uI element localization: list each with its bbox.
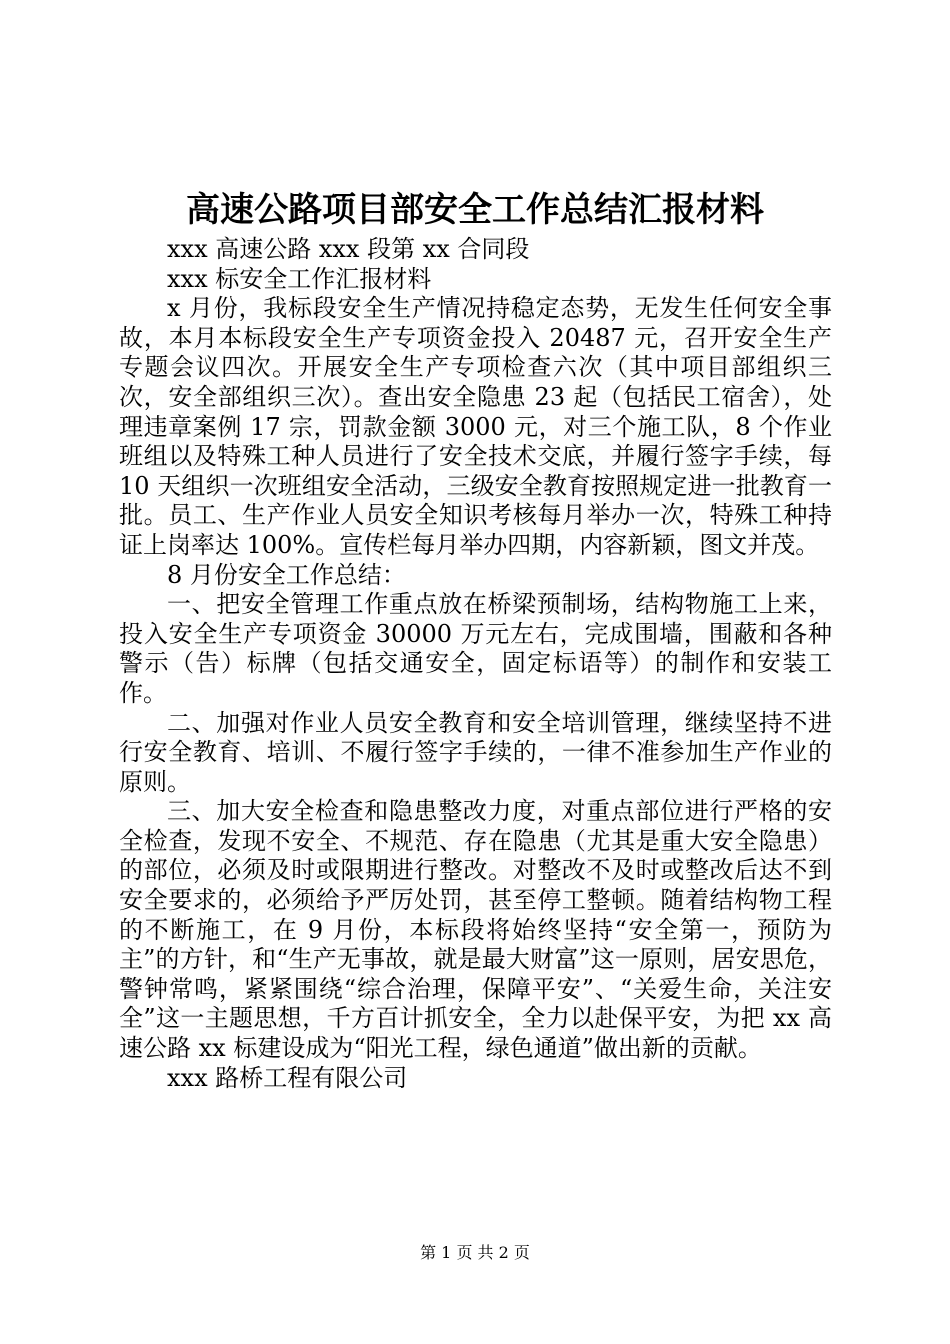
item-three-paragraph: 三、加大安全检查和隐患整改力度，对重点部位进行严格的安全检查，发现不安全、不规范、存在隐患（尤其是重大安全隐患）的部位，必须及时或限期进行整改。对整改不及时或整改后达不到安全要求的，必须给予严厉处罚，甚至停工整顿。随着结构物工程的不断施工，在 9 月份，本标段将始终坚持“安全第一，预防为主”的方针，和“生产无事故，就是最大财富”这一原则，居安思危，警钟常鸣，紧紧围绕“综合治理，保障平安”、“关爱生命，关注安全”这一主题思想，千方百计抓安全，全力以赴保平安，为把 xx 高速公路 xx 标建设成为“阳光工程，绿色通道”做出新的贡献。 bbox=[119, 797, 832, 1063]
report-subtitle-line: xxx 标安全工作汇报材料 bbox=[167, 264, 432, 293]
item-two-paragraph: 二、加强对作业人员安全教育和安全培训管理，继续坚持不进行安全教育、培训、不履行签字手续的，一律不准参加生产作业的原则。 bbox=[119, 708, 832, 796]
monthly-summary-paragraph: x 月份，我标段安全生产情况持稳定态势，无发生任何安全事故，本月本标段安全生产专项资金投入 20487 元，召开安全生产专题会议四次。开展安全生产专项检查六次（其中项目部组织三次，安全部组织三次）。查出安全隐患 23 起（包括民工宿舍），处理违章案例 17 宗，罚款金额 3000 元，对三个施工队，8 个作业班组以及特殊工种人员进行了安全技术交底，并履行签字手续，每 10 天组织一次班组安全活动，三级安全教育按照规定进一批教育一批。员工、生产作业人员安全知识考核每月举办一次，特殊工种持证上岗率达 100%。宣传栏每月举办四期，内容新颖，图文并茂。 bbox=[119, 294, 832, 559]
item-one-paragraph: 一、把安全管理工作重点放在桥梁预制场，结构物施工上来，投入安全生产专项资金 30000 万元左右，完成围墙，围蔽和各种警示（告）标牌（包括交通安全，固定标语等）的制作和安装工作。 bbox=[119, 590, 832, 707]
document-body bbox=[119, 235, 832, 1093]
document-title: 高速公路项目部安全工作总结汇报材料 bbox=[186, 190, 764, 230]
project-section-line: xxx 高速公路 xxx 段第 xx 合同段 bbox=[167, 235, 530, 263]
page-number-indicator: 第 1 页 共 2 页 bbox=[420, 1243, 530, 1262]
company-signature: xxx 路桥工程有限公司 bbox=[167, 1063, 408, 1092]
august-summary-heading: 8 月份安全工作总结： bbox=[167, 560, 406, 589]
